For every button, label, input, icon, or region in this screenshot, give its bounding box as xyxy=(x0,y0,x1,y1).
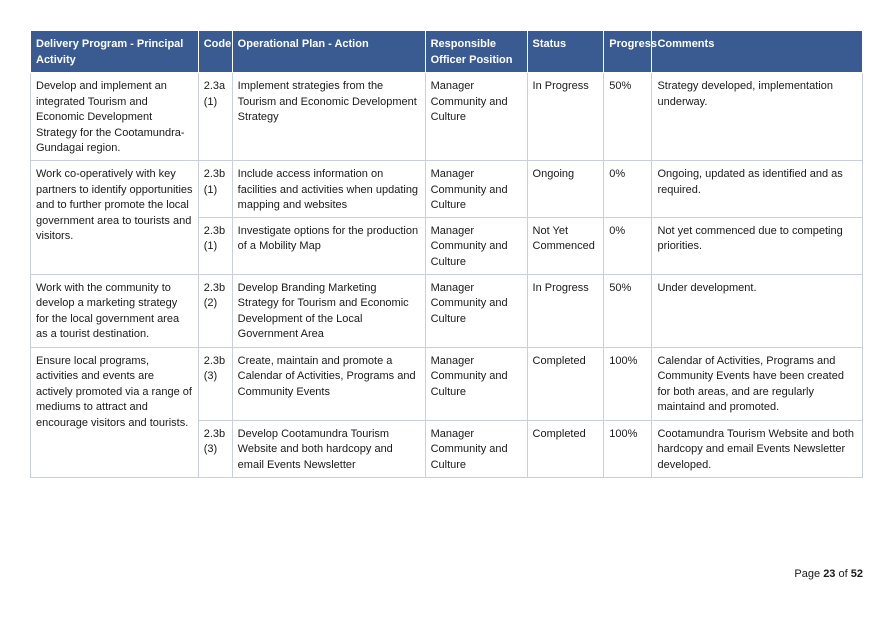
code-cell: 2.3b (3) xyxy=(198,420,232,477)
header-progress: Progress xyxy=(604,31,652,73)
header-action: Operational Plan - Action xyxy=(232,31,425,73)
officer-cell: Manager Community and Culture xyxy=(425,161,527,218)
code-cell: 2.3b (2) xyxy=(198,274,232,347)
officer-cell: Manager Community and Culture xyxy=(425,73,527,161)
activity-cell: Work with the community to develop a marketing strategy for the local government area as a tourist destination. xyxy=(31,274,199,347)
header-activity: Delivery Program - Principal Activity xyxy=(31,31,199,73)
page-prefix: Page xyxy=(794,568,821,580)
code-cell: 2.3b (1) xyxy=(198,217,232,274)
action-cell: Create, maintain and promote a Calendar of Activities, Programs and Community Events xyxy=(232,347,425,420)
table-row xyxy=(31,274,863,347)
table-header xyxy=(31,31,863,73)
page-number xyxy=(794,568,863,580)
table-row xyxy=(31,347,863,420)
progress-cell: 0% xyxy=(604,161,652,218)
action-cell: Develop Cootamundra Tourism Website and both hardcopy and email Events Newsletter xyxy=(232,420,425,477)
header-code: Code xyxy=(198,31,232,73)
status-cell: Ongoing xyxy=(527,161,604,218)
comments-cell: Not yet commenced due to competing priorities. xyxy=(652,217,863,274)
action-cell: Investigate options for the production of a Mobility Map xyxy=(232,217,425,274)
header-comments: Comments xyxy=(652,31,863,73)
code-cell: 2.3b (3) xyxy=(198,347,232,420)
table-row xyxy=(31,73,863,161)
activity-cell: Ensure local programs, activities and events are actively promoted via a range of mediums to attract and encourage visitors and tourists. xyxy=(31,347,199,477)
action-cell: Develop Branding Marketing Strategy for Tourism and Economic Development of the Local Government Area xyxy=(232,274,425,347)
officer-cell: Manager Community and Culture xyxy=(425,217,527,274)
officer-cell: Manager Community and Culture xyxy=(425,274,527,347)
comments-cell: Under development. xyxy=(652,274,863,347)
comments-cell: Calendar of Activities, Programs and Community Events have been created for both areas, and are regularly maintaind and promoted. xyxy=(652,347,863,420)
page-current: 23 xyxy=(823,568,836,580)
delivery-program-table xyxy=(30,30,863,478)
officer-cell: Manager Community and Culture xyxy=(425,420,527,477)
header-row xyxy=(31,31,863,73)
status-cell: Completed xyxy=(527,420,604,477)
action-cell: Implement strategies from the Tourism and Economic Development Strategy xyxy=(232,73,425,161)
progress-cell: 100% xyxy=(604,347,652,420)
comments-cell: Strategy developed, implementation underway. xyxy=(652,73,863,161)
page-total: 52 xyxy=(850,568,863,580)
code-cell: 2.3a (1) xyxy=(198,73,232,161)
officer-cell: Manager Community and Culture xyxy=(425,347,527,420)
header-officer: Responsible Officer Position xyxy=(425,31,527,73)
activity-cell: Work co-operatively with key partners to identify opportunities and to further promote the local government area to tourists and visitors. xyxy=(31,161,199,275)
table-row xyxy=(31,161,863,218)
progress-cell: 50% xyxy=(604,73,652,161)
status-cell: In Progress xyxy=(527,73,604,161)
page-of: of xyxy=(838,568,848,580)
comments-cell: Cootamundra Tourism Website and both hardcopy and email Events Newsletter developed. xyxy=(652,420,863,477)
status-cell: In Progress xyxy=(527,274,604,347)
comments-cell: Ongoing, updated as identified and as required. xyxy=(652,161,863,218)
action-cell: Include access information on facilities and activities when updating mapping and websites xyxy=(232,161,425,218)
code-cell: 2.3b (1) xyxy=(198,161,232,218)
header-status: Status xyxy=(527,31,604,73)
status-cell: Completed xyxy=(527,347,604,420)
progress-cell: 100% xyxy=(604,420,652,477)
activity-cell: Develop and implement an integrated Tourism and Economic Development Strategy for the Cootamundra-Gundagai region. xyxy=(31,73,199,161)
progress-cell: 50% xyxy=(604,274,652,347)
progress-cell: 0% xyxy=(604,217,652,274)
table-body xyxy=(31,73,863,478)
status-cell: Not Yet Commenced xyxy=(527,217,604,274)
